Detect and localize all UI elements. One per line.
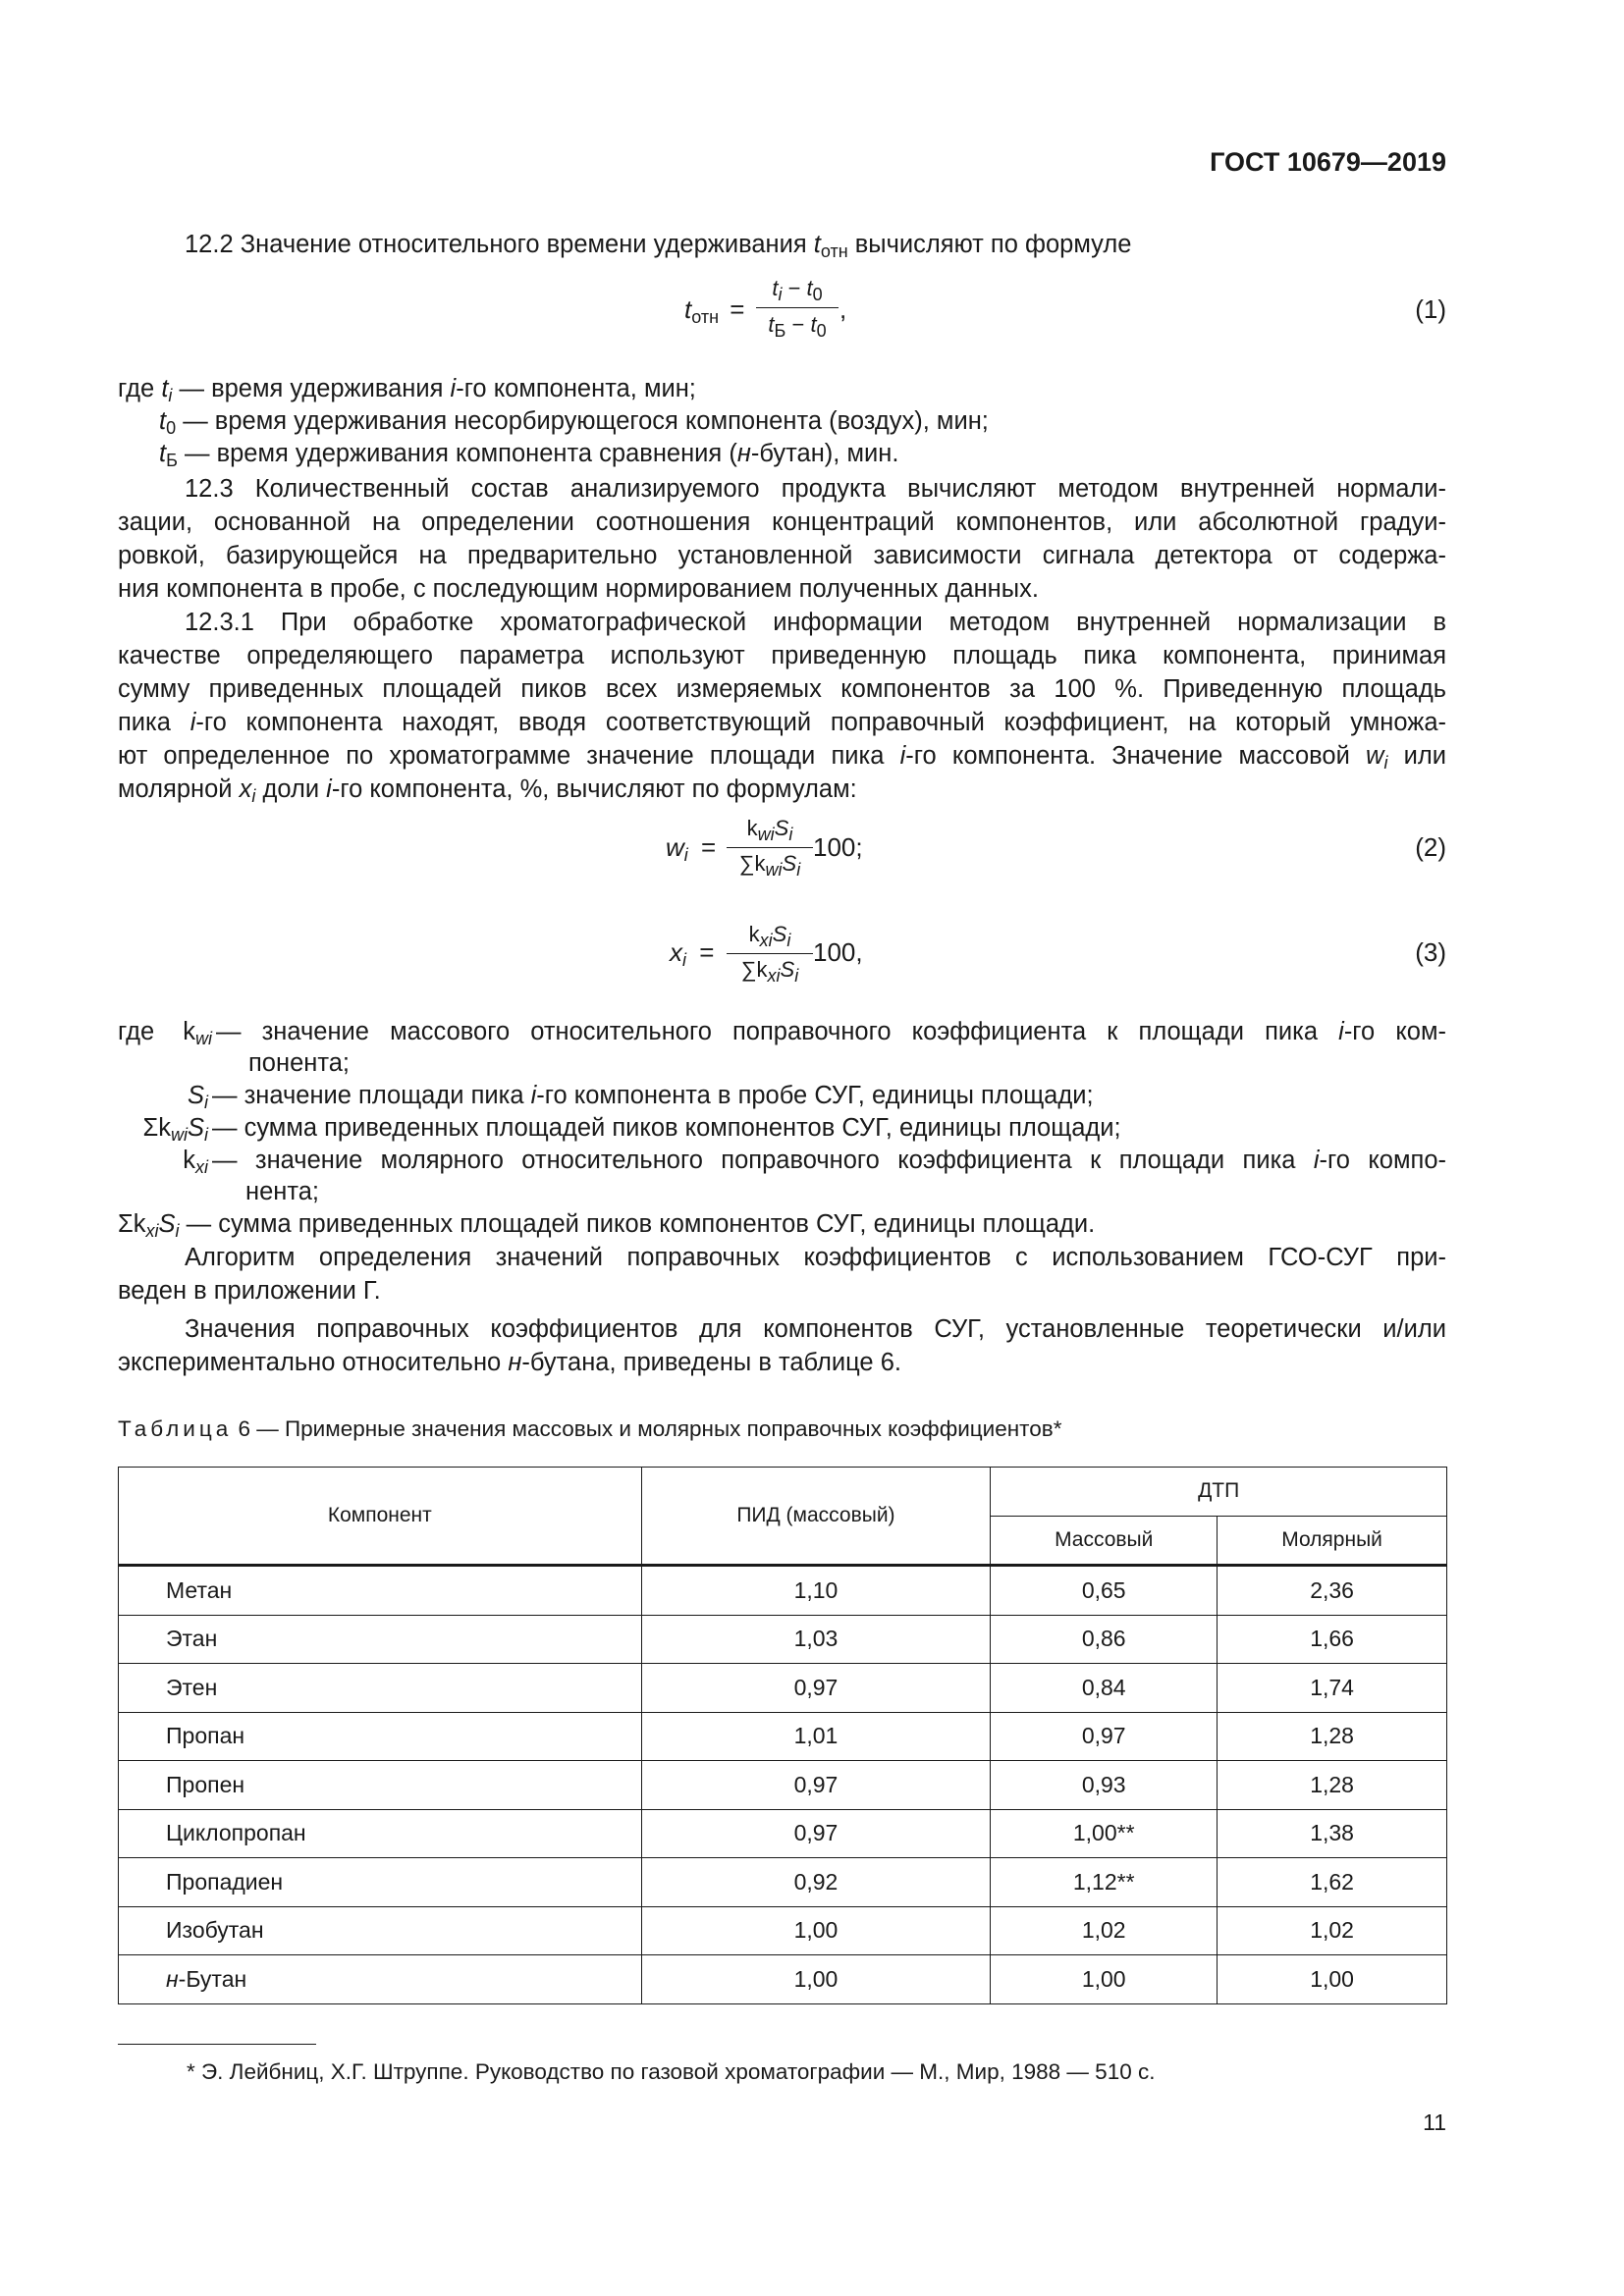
cell-component: Этан (119, 1615, 642, 1664)
where2-sum-kxi: $\Sigma k_{xi}S_i$ — сумма приведенных площадей пиков компонентов СУГ, единицы площади. (118, 1210, 1096, 1241)
cell-fid: 1,01 (641, 1712, 991, 1761)
cell-molar: 1,00 (1218, 1955, 1447, 2004)
cell-mass: 1,02 (991, 1906, 1218, 1955)
where2-sum-kwi-symbol: $\Sigma k_{wi}S_i$ (142, 1114, 208, 1145)
document-page: ГОСТ 10679—2019 12.2 Значение относительного времени удерживания $t_{отн}$ вычисляют по формуле $t_{отн}$ = $t_i - t_0$ $t_Б - t_0$ , (1) где $t_i$ — время удерживания i-го компонента, мин; $t_0$ — время удерживания несорбирующегося компонента (воздух), мин; $t_Б$ — время удерживания компонента сравнения (н-бутан), мин. 12.3 Количественный состав анализируемого продукта вычисляют методом внутренней нормали- зации, основанной на определении соотношения концентраций компонентов, или абсолютной градуи- ровкой, базирующейся на предварительно установленной зависимости сигнала детектора от содержа- ния компонента в пробе, с последующим нормированием полученных данных. 12.3.1 При обработке хроматографической информации методом внутренней нормализации в качестве определяющего параметра используют приведенную площадь пика компонента, принимая сумму приведенных площадей пиков всех измеряемых компонентов за 100 %. Приведенную площадь пика i-го компонента находят, вводя соответствующий поправочный коэффициент, на который умножа- ют определенное по хроматограмме значение площади пика i-го компонента. Значение массовой $w_i$ или молярной $x_i$ доли i-го компонента, %, вычисляют по формулам: $w_i$ = $k_{wi}S_i$ $\sum k_{wi}S_i$ 100; (2) $x_i$ = $k_{xi}S_i$ $\sum k_{xi}S_i$ 100, (3) где $k_{wi}$ — значение массового относительного поправочного коэффициента к площади пика i-го ком- понента; $S_i$ — значение площади пика i-го компонента в пробе СУГ, единицы площади; $\Sigma k_{wi}S_i$ — сумма приведенных площадей пиков компонентов СУГ, единицы площади; $k_{xi}$ — значение молярного относительного поправочного коэффициента к площади пика i-го компо- нента; $\Sigma k_{xi}S_i$ — сумма приведенных площадей пиков компонентов СУГ, единицы площади. Алгоритм определения значений поправочных коэффициентов с использованием ГСО-СУГ при- веден в приложении Г. Значения поправочных коэффициентов для компонентов СУГ, установленные теоретически и/или экспериментально относительно н-бутана, приведены в таблице 6. Таблица 6 — Примерные значения массовых и молярных поправочных коэффициентов* Компонент ПИД (массовый) ДТП Массовый Молярный Метан 1,10 0,65 2,36 Этан 1,03 0,86 1,66 Этен 0,97 0,84 1,74 Пропан 1,01 0,97 1,28 Пропен 0,97 0,93 1,28 Циклопропан 0,97 1,00** 1,38 Пропадиен 0,92 1,12** 1,62 Изобутан 1,00 1,02 1,02 н-Бутан 1,00 1,00 1,00 * Э. Лейбниц, Х.Г. Штруппе. Руководство по газовой хроматографии — М., Мир, 1988 — 510 с. 11 (0, 0, 1624, 2296)
where2-kwi-text: — значение массового относительного поправочного коэффициента к площади пика i-го ком- (216, 1018, 1446, 1045)
cell-molar: 1,38 (1218, 1809, 1447, 1858)
table-6 (118, 1467, 1447, 2004)
t-subscript: отн (820, 241, 848, 261)
eq3-denominator: $\sum k_{xi}S_i$ (740, 957, 799, 986)
where2-kwi-symbol: $k_{wi}$ (183, 1018, 212, 1048)
table-caption (118, 1415, 1061, 1444)
where2-si-symbol: $S_i$ (187, 1082, 208, 1112)
cell-fid: 0,97 (641, 1809, 991, 1858)
eq3-fraction-bar (727, 953, 813, 954)
eq1-lhs: $t_{отн}$ = (684, 294, 745, 327)
cell-fid: 0,97 (641, 1664, 991, 1713)
eq1-numerator: $t_i - t_0$ (772, 276, 823, 304)
cell-component: Циклопропан (119, 1809, 642, 1858)
t-symbol: t (813, 231, 821, 258)
cell-fid: 1,03 (641, 1615, 991, 1664)
cell-component: Пропен (119, 1761, 642, 1810)
header-mass: Массовый (991, 1516, 1218, 1566)
header-component: Компонент (119, 1468, 642, 1566)
where1-item-ti: где $t_i$ — время удерживания i-го компонента, мин; (118, 375, 696, 405)
document-code: ГОСТ 10679—2019 (1210, 147, 1446, 177)
section-12-2 (185, 228, 1451, 261)
where1-item-tb: $t_Б$ — время удерживания компонента сравнения (н-бутан), мин. (159, 440, 899, 470)
cell-component: н-Бутан (119, 1955, 642, 2004)
cell-fid: 0,97 (641, 1761, 991, 1810)
eq2-tail: 100; (813, 832, 863, 862)
cell-mass: 0,65 (991, 1566, 1218, 1616)
where2-kwi-cont: понента; (248, 1049, 350, 1077)
cell-molar: 1,28 (1218, 1712, 1447, 1761)
cell-fid: 1,10 (641, 1566, 991, 1616)
page-number: 11 (1423, 2109, 1446, 2135)
cell-mass: 0,86 (991, 1615, 1218, 1664)
eq1-number: (1) (1415, 294, 1446, 324)
cell-molar: 1,66 (1218, 1615, 1447, 1664)
header-fid: ПИД (массовый) (641, 1468, 991, 1566)
header-molar: Молярный (1218, 1516, 1447, 1566)
cell-component: Изобутан (119, 1906, 642, 1955)
table-row (119, 1615, 1447, 1664)
cell-fid: 1,00 (641, 1906, 991, 1955)
where2-sum-kwi-text: — сумма приведенных площадей пиков компонентов СУГ, единицы площади; (212, 1114, 1121, 1142)
eq1-tail: , (839, 294, 847, 324)
cell-molar: 1,74 (1218, 1664, 1447, 1713)
eq3-tail: 100, (813, 937, 863, 967)
cell-fid: 0,92 (641, 1858, 991, 1907)
where2-kxi-cont: нента; (245, 1178, 320, 1205)
cell-component: Этен (119, 1664, 642, 1713)
eq2-number: (2) (1415, 832, 1446, 862)
cell-mass: 1,00 (991, 1955, 1218, 2004)
cell-mass: 1,00** (991, 1809, 1218, 1858)
cell-molar: 1,02 (1218, 1906, 1447, 1955)
eq2-denominator: $\sum k_{wi}S_i$ (738, 851, 801, 880)
cell-mass: 0,84 (991, 1664, 1218, 1713)
cell-component: Метан (119, 1566, 642, 1616)
eq2-lhs: $w_i$ = (666, 832, 717, 865)
eq2-fraction-bar (727, 847, 813, 848)
eq3-lhs: $x_i$ = (670, 937, 715, 970)
table-row (119, 1664, 1447, 1713)
where2-si-text: — значение площади пика i-го компонента в пробе СУГ, единицы площади; (212, 1082, 1094, 1109)
table-header-row-1 (119, 1468, 1447, 1517)
table-row (119, 1761, 1447, 1810)
cell-mass: 0,93 (991, 1761, 1218, 1810)
eq3-numerator: $k_{xi}S_i$ (748, 922, 791, 950)
table-row (119, 1809, 1447, 1858)
cell-molar: 2,36 (1218, 1566, 1447, 1616)
where2-kxi-symbol: $k_{xi}$ (183, 1147, 208, 1177)
where2-kxi-text: — значение молярного относительного поправочного коэффициента к площади пика i-го компо- (212, 1147, 1446, 1174)
table-row (119, 1906, 1447, 1955)
cell-component: Пропадиен (119, 1858, 642, 1907)
cell-mass: 1,12** (991, 1858, 1218, 1907)
table-row (119, 1712, 1447, 1761)
footnote-divider (118, 2044, 316, 2045)
cell-mass: 0,97 (991, 1712, 1218, 1761)
cell-fid: 1,00 (641, 1955, 991, 2004)
header-tcd: ДТП (991, 1468, 1447, 1517)
cell-molar: 1,28 (1218, 1761, 1447, 1810)
cell-component: Пропан (119, 1712, 642, 1761)
eq3-number: (3) (1415, 937, 1446, 967)
section-12-2-text-a: 12.2 Значение относительного времени удерживания (185, 231, 814, 258)
footnote: * Э. Лейбниц, Х.Г. Штруппе. Руководство по газовой хроматографии — М., Мир, 1988 — 510 с. (187, 2059, 1156, 2084)
where2-prefix: где (118, 1018, 155, 1045)
table-caption-text: 6 — Примерные значения массовых и молярных поправочных коэффициентов* (232, 1416, 1062, 1441)
eq1-denominator: $t_Б - t_0$ (768, 312, 827, 341)
table-row (119, 1858, 1447, 1907)
table-row (119, 1955, 1447, 2004)
cell-molar: 1,62 (1218, 1858, 1447, 1907)
eq2-numerator: $k_{wi}S_i$ (746, 816, 793, 844)
table-caption-word: Таблица (118, 1416, 233, 1441)
table-row (119, 1566, 1447, 1616)
eq1-fraction-bar (756, 307, 839, 308)
section-12-2-text-b: вычисляют по формуле (847, 231, 1132, 258)
where1-item-t0: $t_0$ — время удерживания несорбирующегося компонента (воздух), мин; (159, 407, 989, 438)
